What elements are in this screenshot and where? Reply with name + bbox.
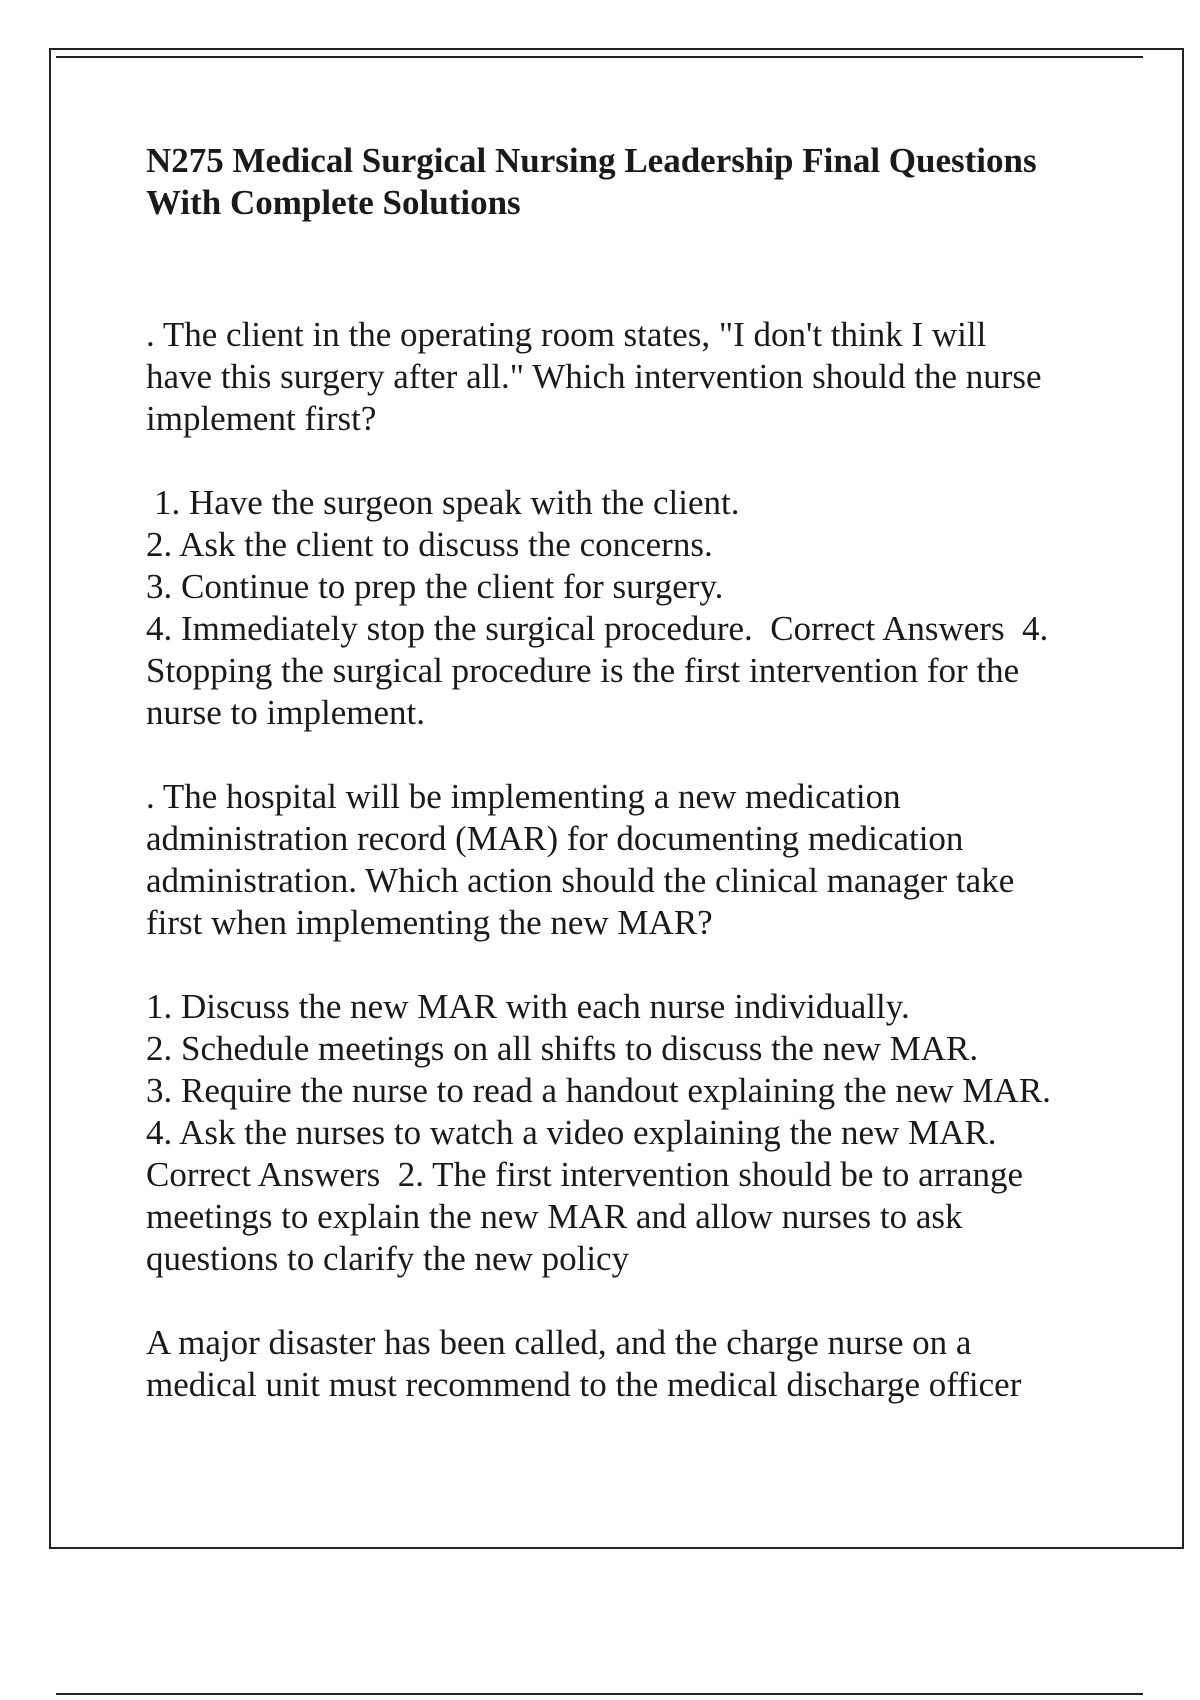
question-stem: administration record (MAR) for documenting medication	[146, 819, 964, 858]
question-1	[146, 314, 1106, 734]
spacer	[146, 734, 1106, 776]
question-stem: implement first?	[146, 399, 377, 438]
answer-rationale: questions to clarify the new policy	[146, 1239, 630, 1278]
answer-option: 3. Continue to prep the client for surgery.	[146, 567, 724, 606]
question-stem: administration. Which action should the clinical manager take	[146, 861, 1015, 900]
bottom-rule	[56, 1693, 1143, 1695]
answer-option: 4. Immediately stop the surgical procedure. Correct Answers 4.	[146, 609, 1049, 648]
question-list	[146, 314, 1106, 1406]
answer-rationale: meetings to explain the new MAR and allow nurses to ask	[146, 1197, 963, 1236]
question-stem: . The client in the operating room states, "I don't think I will	[146, 315, 987, 354]
spacer	[146, 944, 1106, 986]
question-stem: medical unit must recommend to the medical discharge officer	[146, 1365, 1022, 1404]
title-line: With Complete Solutions	[146, 183, 521, 222]
title-line: N275 Medical Surgical Nursing Leadership Final Questions	[146, 141, 1037, 180]
question-2	[146, 776, 1106, 1280]
document-title	[146, 140, 1106, 224]
document-body	[146, 140, 1106, 1406]
question-stem: . The hospital will be implementing a new medication	[146, 777, 901, 816]
answer-rationale: nurse to implement.	[146, 693, 425, 732]
answer-option: 1. Have the surgeon speak with the client.	[154, 483, 740, 522]
answer-option: 2. Schedule meetings on all shifts to discuss the new MAR.	[146, 1029, 979, 1068]
answer-option: 3. Require the nurse to read a handout explaining the new MAR.	[146, 1071, 1051, 1110]
question-3	[146, 1322, 1106, 1406]
top-rule	[56, 56, 1143, 58]
answer-option: 1. Discuss the new MAR with each nurse individually.	[146, 987, 910, 1026]
answer-rationale: Stopping the surgical procedure is the first intervention for the	[146, 651, 1020, 690]
spacer	[146, 440, 1106, 482]
answer-option: 2. Ask the client to discuss the concerns.	[146, 525, 713, 564]
answer-option: 4. Ask the nurses to watch a video explaining the new MAR.	[146, 1113, 997, 1152]
spacer	[146, 1280, 1106, 1322]
answer-rationale: Correct Answers 2. The first intervention should be to arrange	[146, 1155, 1024, 1194]
question-stem: have this surgery after all." Which intervention should the nurse	[146, 357, 1042, 396]
question-stem: A major disaster has been called, and the charge nurse on a	[146, 1323, 972, 1362]
question-stem: first when implementing the new MAR?	[146, 903, 713, 942]
